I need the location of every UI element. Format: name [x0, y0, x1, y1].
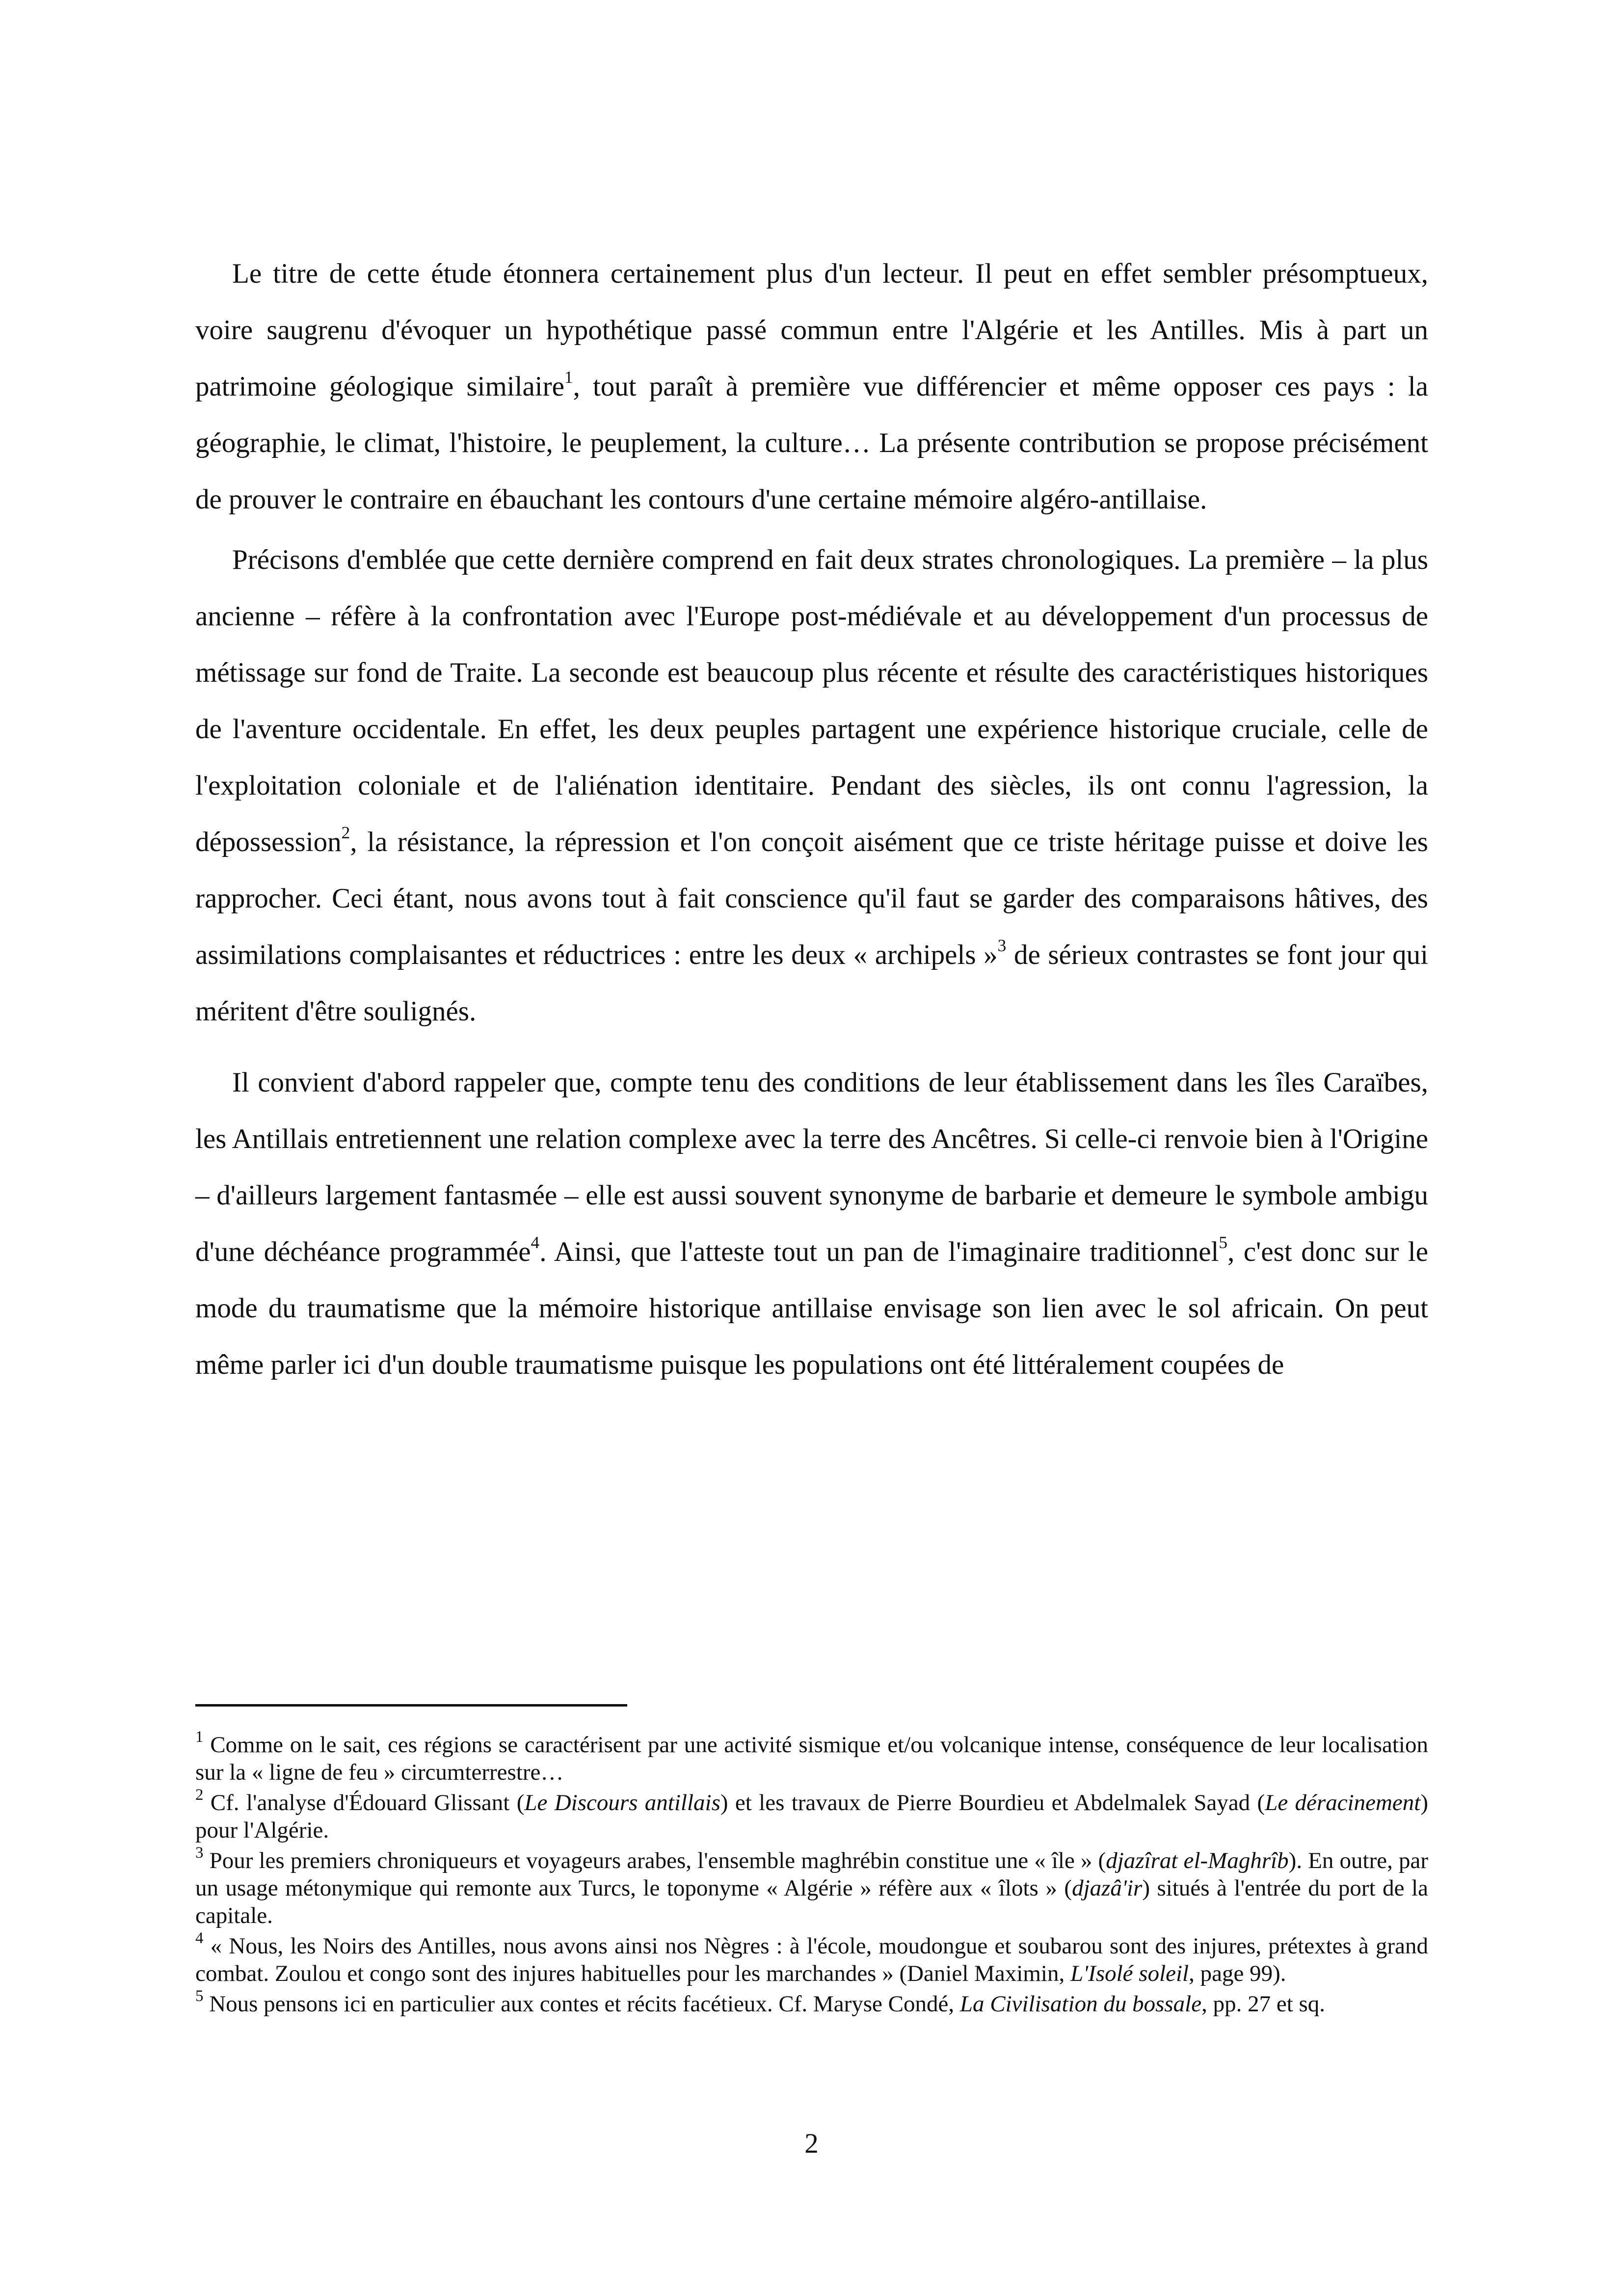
footnote-text: Comme on le sait, ces régions se caractérisent par une activité sismique et/ou volcanique intense, conséquence de leur localisation sur la « ligne de feu » circumterrestre…: [195, 1732, 1428, 1785]
footnote-text: ) pour l'Algérie.: [195, 1790, 1428, 1843]
footnote-text: , page 99).: [1189, 1961, 1286, 1986]
footnote-number: 3: [195, 1843, 204, 1862]
footnote-1: [195, 1728, 1428, 1786]
italic-title: Le déracinement: [1265, 1790, 1421, 1815]
footnote-ref: 1: [564, 367, 573, 387]
text-run: . Ainsi, que l'atteste tout un pan de l'imaginaire traditionnel: [539, 1236, 1219, 1267]
footnote-ref: 5: [1219, 1232, 1228, 1252]
italic-title: Le Discours antillais: [524, 1790, 720, 1815]
body-text: [195, 245, 1428, 1393]
footnote-text: « Nous, les Noirs des Antilles, nous avons ainsi nos Nègres : à l'école, moudongue et soubarou sont des injures, prétextes à grand combat. Zoulou et congo sont des injures habituelles pour les marchandes » (Daniel Maximin,: [195, 1933, 1428, 1986]
footnote-separator: [195, 1704, 627, 1707]
footnote-text: Nous pensons ici en particulier aux contes et récits facétieux. Cf. Maryse Condé,: [203, 1991, 960, 2017]
italic-title: L'Isolé soleil: [1070, 1961, 1189, 1986]
text-run: Il convient d'abord rappeler que, compte tenu des conditions de leur établissement dans les îles Caraïbes, les Antillais entretiennent une relation complexe avec la terre des Ancêtres. Si celle-ci renvoie bien à l'Origine – d'ailleurs largement fantasmée – elle est aussi souvent synonyme de barbarie et demeure le symbole ambigu d'une déchéance programmée: [195, 1067, 1428, 1267]
footnote-4: [195, 1929, 1428, 1987]
text-run: , la résistance, la répression et l'on conçoit aisément que ce triste héritage puisse et doive les rapprocher. Ceci étant, nous avons tout à fait conscience qu'il faut se garder des comparaisons hâtives, des assimilations complaisantes et réductrices : entre les deux « archipels »: [195, 827, 1428, 970]
footnote-text: ) situés à l'entrée du port de la capitale.: [195, 1875, 1428, 1928]
footnote-text: Pour les premiers chroniqueurs et voyageurs arabes, l'ensemble maghrébin constitue une « île » (: [203, 1848, 1106, 1873]
footnote-ref: 3: [997, 935, 1007, 955]
footnote-2: [195, 1786, 1428, 1844]
text-run: , tout paraît à première vue différencier et même opposer ces pays : la géographie, le climat, l'histoire, le peuplement, la culture… La présente contribution se propose précisément de prouver le contraire en ébauchant les contours d'une certaine mémoire algéro-antillaise.: [195, 371, 1428, 515]
footnote-ref: 2: [341, 823, 350, 842]
footnote-ref: 4: [531, 1232, 540, 1252]
paragraph-3: [195, 1054, 1428, 1393]
italic-title: djazîrat el-Maghrîb: [1106, 1848, 1289, 1873]
footnote-text: ) et les travaux de Pierre Bourdieu et Abdelmalek Sayad (: [720, 1790, 1265, 1815]
italic-title: La Civilisation du bossale: [959, 1991, 1202, 2017]
paragraph-1: [195, 245, 1428, 528]
footnote-number: 1: [195, 1728, 204, 1746]
text-run: Précisons d'emblée que cette dernière comprend en fait deux strates chronologiques. La première – la plus ancienne – réfère à la confrontation avec l'Europe post-médiévale et au développement d'un processus de métissage sur fond de Traite. La seconde est beaucoup plus récente et résulte des caractéristiques historiques de l'aventure occidentale. En effet, les deux peuples partagent une expérience historique cruciale, celle de l'exploitation coloniale et de l'aliénation identitaire. Pendant des siècles, ils ont connu l'agression, la dépossession: [195, 544, 1428, 857]
text-run: Le titre de cette étude étonnera certainement plus d'un lecteur. Il peut en effet sembler présomptueux, voire saugrenu d'évoquer un hypothétique passé commun entre l'Algérie et les Antilles. Mis à part un patrimoine géologique similaire: [195, 258, 1428, 402]
text-run: , c'est donc sur le mode du traumatisme que la mémoire historique antillaise envisage son lien avec le sol africain. On peut même parler ici d'un double traumatisme puisque les populations ont été littéralement coupées de: [195, 1236, 1429, 1380]
page-number: 2: [804, 2128, 819, 2159]
text-run: de sérieux contrastes se font jour qui méritent d'être soulignés.: [195, 939, 1428, 1027]
footnote-5: [195, 1987, 1428, 2018]
footnote-number: 4: [195, 1929, 204, 1947]
paragraph-2: [195, 532, 1428, 1040]
footnote-3: [195, 1843, 1428, 1929]
footnote-number: 5: [195, 1987, 204, 2005]
footnote-text: , pp. 27 et sq.: [1201, 1991, 1326, 2017]
footnotes: [195, 1728, 1428, 2021]
footnote-number: 2: [195, 1786, 204, 1804]
footnote-text: ). En outre, par un usage métonymique qui remonte aux Turcs, le toponyme « Algérie » réfère aux « îlots » (: [195, 1848, 1428, 1901]
italic-title: djazâ'ir: [1072, 1875, 1143, 1901]
footnote-text: Cf. l'analyse d'Édouard Glissant (: [203, 1790, 525, 1815]
